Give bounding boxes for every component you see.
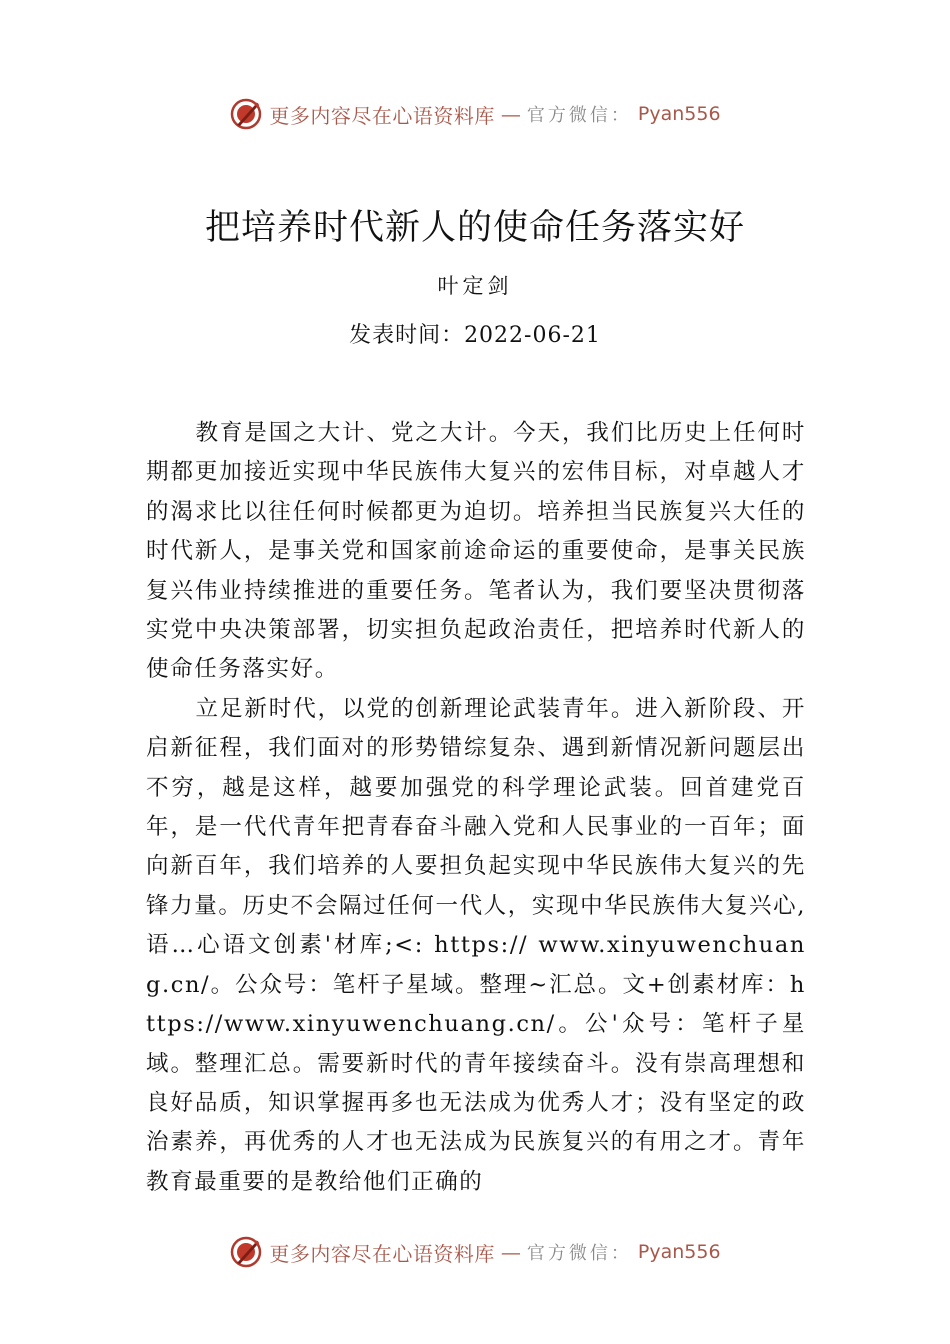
article-title: 把培养时代新人的使命任务落实好	[204, 208, 745, 248]
banner-text: 更多内容尽在心语资料库	[269, 1241, 495, 1266]
header-watermark-banner	[0, 94, 950, 134]
banner-text: 更多内容尽在心语资料库	[269, 103, 495, 128]
banner-wechat-label: 官方微信：	[526, 1243, 632, 1264]
quill-seal-logo-icon	[229, 1235, 263, 1269]
article-author: 叶定剑	[437, 274, 513, 298]
banner-wechat-id: Pyan556	[637, 1241, 721, 1263]
paragraph: 教育是国之大计、党之大计。今天，我们比历史上任何时期都更加接近实现中华民族伟大复兴的宏伟目标，对卓越人才的渴求比以往任何时候都更为迫切。培养担当民族复兴大任的时代新人，是事关党和国家前途命运的重要使命，是事关民族复兴伟业持续推进的重要任务。笔者认为，我们要坚决贯彻落实党中央决策部署，切实担负起政治责任，把培养时代新人的使命任务落实好。	[146, 420, 806, 683]
banner-wechat-id: Pyan556	[637, 103, 721, 125]
quill-seal-logo-icon	[229, 97, 263, 131]
article-date: 发表时间：2022-06-21	[349, 323, 601, 348]
banner-wechat-label: 官方微信：	[526, 105, 632, 126]
article-body	[146, 414, 806, 1202]
footer-watermark-banner	[0, 1232, 950, 1272]
paragraph: 立足新时代，以党的创新理论武装青年。进入新阶段、开启新征程，我们面对的形势错综复杂、遇到新情况新问题层出不穷，越是这样，越要加强党的科学理论武装。回首建党百年，是一代代青年把青春奋斗融入党和人民事业的一百年；面向新百年，我们培养的人要担负起实现中华民族伟大复兴的先锋力量。历史不会隔过任何一代人，实现中华民族伟大复兴心,语…心语文创素'材库;<: https:// www.xinyuwenchuang.cn/。公众号：笔杆子星域。整理~汇总。文+创素材库：https://www.xinyuwenchuang.cn/。公'众号：笔杆子星域。整理汇总。需要新时代的青年接续奋斗。没有崇高理想和良好品质，知识掌握再多也无法成为优秀人才；没有坚定的政治素养，再优秀的人才也无法成为民族复兴的有用之才。青年教育最重要的是教给他们正确的	[146, 695, 806, 1195]
banner-dash: —	[500, 1240, 521, 1264]
banner-dash: —	[500, 102, 521, 126]
